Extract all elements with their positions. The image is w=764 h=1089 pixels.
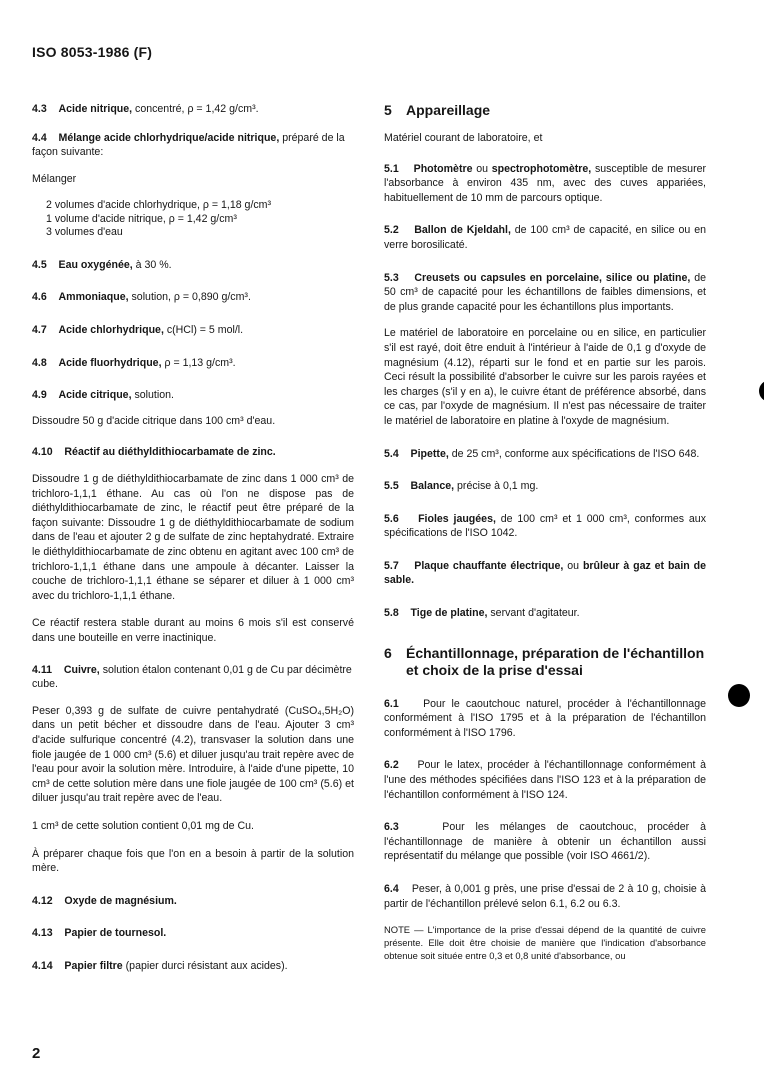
- note: NOTE — L'importance de la prise d'essai dépend de la quantité de cuivre présente. Elle doit être choisie de manière que l'indication d'absorbance obtenue soit située entre 0,3 et 0,8 unité d'absorbance, ou: [384, 924, 706, 962]
- document-header: ISO 8053-1986 (F): [32, 44, 153, 60]
- clause-number: 5.8: [384, 607, 399, 620]
- clause-title: Fioles jaugées,: [418, 512, 496, 525]
- clause-5-2: [384, 223, 706, 252]
- paragraph: Le matériel de laboratoire en porcelaine ou en silice, en particulier s'il est rayé, doit être enduit à l'intérieur à l'aide de 0,1 g d'oxyde de magnésium (4.12), réparti sur le fond et en partie sur les parois. Ceci résult la possibilité d'absorber le cuivre sur les parois rayées et les charges (s'il y en a), le cuivre étant de préférence absorbé, dans ce cas, par l'oxyde de magnésium. Il n'est pas nécessaire de traiter le matériel de laboratoire en platine à l'oxyde de magnésium.: [384, 327, 706, 427]
- clause-number: 4.14: [32, 959, 53, 972]
- section-5-heading: [384, 102, 706, 119]
- clause-4-8: [32, 356, 354, 371]
- clause-number: 4.9: [32, 389, 47, 402]
- clause-number: 6.3: [384, 821, 399, 834]
- paragraph: Peser 0,393 g de sulfate de cuivre pentahydraté (CuSO₄,5H₂O) dans un petit bécher et dissoudre dans de l'eau. Ajouter 3 cm³ d'acide sulfurique concentré (4.2), transvaser la solution dans une fiole jaugée de 1 000 cm³ (5.6) et diluer jusqu'au trait repère avec de l'eau pour avoir la solution mère. Introduire, à l'aide d'une pipette, 10 cm³ de cette solution mère dans une fiole jaugée de 100 cm³ (5.6) et diluer jusqu'au trait repère avec de l'eau.: [32, 704, 354, 805]
- clause-4-13: [32, 926, 354, 941]
- right-column: [384, 102, 706, 962]
- clause-4-6: [32, 290, 354, 305]
- clause-text: Peser, à 0,001 g près, une prise d'essai de 2 à 10 g, choisie à partir de l'échantillon prélevé selon 6.1, 6.2 ou 6.3.: [384, 883, 706, 910]
- clause-text-2: susceptible de mesurer l'absorbance à environ 435 nm, avec des cuves appariées, habituellement de 10 mm de parcours optique.: [384, 162, 707, 204]
- clause-text: de 100 cm³ et 1 000 cm³, conformes aux spécifications de l'ISO 1042.: [384, 512, 707, 540]
- clause-text: de 25 cm³, conforme aux spécifications de l'ISO 648.: [448, 447, 700, 460]
- clause-title: Cuivre,: [63, 663, 100, 676]
- clause-number: 5.3: [384, 271, 399, 284]
- clause-5-7: [384, 559, 706, 588]
- clause-title: Papier de tournesol.: [64, 927, 167, 940]
- mix-item: 1 volume d'acide nitrique, ρ = 1,42 g/cm³: [46, 212, 237, 225]
- paragraph: Matériel courant de laboratoire, et: [384, 132, 543, 144]
- clause-number: 4.11: [32, 663, 53, 676]
- clause-number: 5.7: [384, 559, 399, 572]
- clause-title: Plaque chauffante électrique,: [414, 559, 564, 572]
- paragraph: Dissoudre 1 g de diéthyldithiocarbamate de zinc dans 1 000 cm³ de trichloro-1,1,1 éthane. Au cas où l'on ne dispose pas de diéthyldithiocarbamate de zinc, le réactif peut être préparé de la façon suivante: Dissoudre 1 g de diéthyldithiocarbamate de sodium dans de l'eau et ajouter 2 g de sulfate de zinc heptahydraté. Extraire le diéthyldithiocarbamate de zinc obtenu en agitant avec 100 cm³ de trichloro-1,1,1 éthane dans une ampoule à décanter. Laisser la couche de trichloro-1,1,1 éthane se séparer et diluer à 1 000 cm³ avec du trichloro-1,1,1 éthane.: [32, 473, 354, 602]
- clause-5-6: [384, 512, 706, 541]
- clause-6-3: [384, 820, 706, 864]
- clause-text: Pour les mélanges de caoutchouc, procéder à l'échantillonnage de manière à obtenir un échantillon aussi représentatif du mélange que possible (voir ISO 4661/2).: [384, 821, 706, 863]
- clause-number: 4.10: [32, 446, 53, 459]
- clause-text: c(HCl) = 5 mol/l.: [163, 324, 244, 337]
- clause-6-2: [384, 758, 706, 802]
- clause-text: ρ = 1,13 g/cm³.: [161, 356, 236, 369]
- clause-text: servant d'agitateur.: [487, 607, 580, 620]
- clause-title: Acide fluorhydrique,: [58, 356, 162, 369]
- clause-text: de 100 cm³ de capacité, en silice ou en verre borosilicaté.: [384, 224, 706, 251]
- page-number: 2: [32, 1045, 41, 1062]
- clause-title: Pipette,: [410, 447, 449, 460]
- clause-number: 6.2: [384, 759, 399, 772]
- clause-number: 5.5: [384, 480, 399, 493]
- clause-6-4: [384, 882, 706, 911]
- clause-4-14: [32, 959, 354, 974]
- clause-text: solution étalon contenant 0,01 g de Cu par décimètre cube.: [32, 663, 352, 691]
- clause-text: solution, ρ = 0,890 g/cm³.: [128, 291, 251, 304]
- clause-4-5: [32, 258, 354, 273]
- clause-number: 4.5: [32, 258, 47, 271]
- clause-number: 4.6: [32, 291, 47, 304]
- margin-bullet: [728, 684, 750, 707]
- clause-number: 4.7: [32, 324, 47, 337]
- clause-5-1: [384, 162, 706, 206]
- mix-item: 2 volumes d'acide chlorhydrique, ρ = 1,18 g/cm³: [46, 199, 272, 212]
- mix-item: 3 volumes d'eau: [46, 226, 123, 239]
- clause-4-3: [32, 102, 354, 117]
- paragraph: Ce réactif restera stable durant au moins 6 mois s'il est conservé dans une bouteille en verre inactinique.: [32, 617, 354, 644]
- clause-4-12: [32, 894, 354, 909]
- clause-number: 4.12: [32, 894, 53, 907]
- clause-text: ou: [472, 162, 492, 175]
- clause-5-8: [384, 606, 706, 621]
- clause-text: à 30 %.: [132, 258, 172, 271]
- mix-intro: Mélanger: [32, 172, 77, 185]
- clause-number: 4.3: [32, 103, 47, 115]
- mix-list: [46, 199, 354, 240]
- paragraph: Dissoudre 50 g d'acide citrique dans 100 cm³ d'eau.: [32, 414, 276, 427]
- clause-text: précise à 0,1 mg.: [454, 480, 539, 493]
- clause-5-5: [384, 479, 706, 494]
- clause-text: solution.: [131, 389, 174, 402]
- clause-title: Creusets ou capsules en porcelaine, silice ou platine,: [414, 271, 691, 284]
- clause-number: 4.8: [32, 356, 47, 369]
- section-title: Échantillonnage, préparation de l'échantillon et choix de la prise d'essai: [406, 644, 705, 678]
- clause-title: Acide chlorhydrique,: [58, 324, 164, 337]
- clause-title: Oxyde de magnésium.: [64, 894, 177, 907]
- clause-4-11: [32, 663, 354, 692]
- clause-text: Pour le latex, procéder à l'échantillonnage conformément à l'une des méthodes spécifiées dans l'ISO 123 et à la préparation de l'échantillon conformément à l'ISO 124.: [384, 759, 706, 801]
- clause-number: 5.2: [384, 224, 399, 237]
- clause-title-2: spectrophotomètre,: [491, 162, 592, 175]
- margin-bullet: [759, 380, 764, 402]
- clause-number: 6.4: [384, 883, 399, 895]
- clause-text: concentré, ρ = 1,42 g/cm³.: [132, 103, 259, 115]
- clause-4-9: [32, 388, 354, 403]
- clause-text: Pour le caoutchouc naturel, procéder à l'échantillonnage conformément à l'ISO 1795 et à la préparation de l'échantillon conformément à l'ISO 1796.: [384, 697, 706, 739]
- clause-number: 4.4: [32, 131, 47, 144]
- clause-title: Mélange acide chlorhydrique/acide nitrique,: [58, 131, 280, 144]
- paragraph: 1 cm³ de cette solution contient 0,01 mg de Cu.: [32, 819, 255, 832]
- section-6-heading: [384, 645, 706, 679]
- clause-title: Ammoniaque,: [58, 291, 129, 304]
- clause-text: ou: [563, 559, 583, 572]
- clause-title: Papier filtre: [64, 959, 123, 972]
- clause-number: 5.4: [384, 447, 399, 460]
- section-title: Appareillage: [406, 102, 491, 118]
- clause-title: Acide nitrique,: [58, 103, 133, 115]
- clause-title: Tige de platine,: [410, 607, 488, 620]
- paragraph: À préparer chaque fois que l'on en a besoin à partir de la solution mère.: [32, 847, 354, 875]
- clause-title: Réactif au diéthyldithiocarbamate de zinc.: [64, 446, 276, 459]
- clause-text: (papier durci résistant aux acides).: [122, 959, 288, 972]
- clause-text: préparé de la façon suivante:: [32, 131, 345, 159]
- section-number: 5: [384, 102, 392, 118]
- clause-4-10: [32, 445, 354, 460]
- clause-5-4: [384, 447, 706, 462]
- left-column: [32, 102, 354, 987]
- clause-title-2: brûleur à gaz et bain de sable.: [384, 559, 706, 587]
- clause-number: 6.1: [384, 697, 399, 710]
- clause-6-1: [384, 697, 706, 741]
- clause-number: 5.1: [384, 162, 399, 175]
- section-number: 6: [384, 644, 392, 661]
- clause-title: Photomètre: [413, 162, 473, 175]
- clause-number: 4.13: [32, 927, 53, 940]
- clause-number: 5.6: [384, 512, 399, 525]
- clause-5-3: [384, 271, 706, 315]
- clause-title: Ballon de Kjeldahl,: [414, 224, 511, 237]
- clause-4-4: [32, 131, 354, 160]
- clause-title: Eau oxygénée,: [58, 258, 133, 271]
- clause-text: de 50 cm³ de capacité pour les échantillons de faibles dimensions, et de plus grande capacité pour les échantillons plus importants.: [384, 271, 706, 313]
- clause-4-7: [32, 323, 354, 338]
- clause-title: Acide citrique,: [58, 389, 132, 402]
- clause-title: Balance,: [410, 480, 455, 493]
